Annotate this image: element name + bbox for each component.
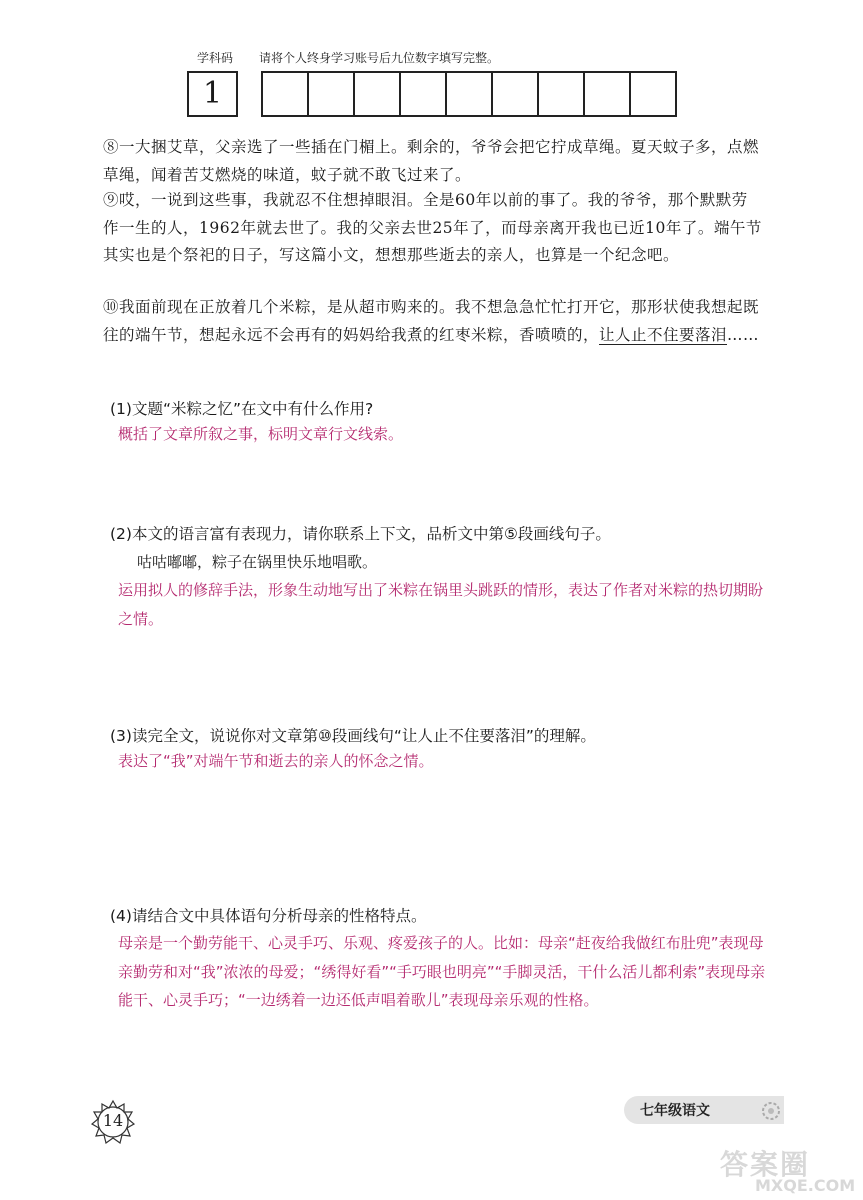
page-number-badge <box>88 1097 138 1147</box>
question-4: (4)请结合文中具体语句分析母亲的性格特点。 <box>110 907 427 925</box>
answer-3: 表达了“我”对端午节和逝去的亲人的怀念之情。 <box>118 752 434 770</box>
id-digit-box <box>631 73 675 115</box>
answer-1: 概括了文章所叙之事，标明文章行文线索。 <box>118 425 404 443</box>
subject-code-value: 1 <box>202 76 223 111</box>
paragraph-8: ⑧一大捆艾草，父亲选了一些插在门楣上。剩余的，爷爷会把它拧成草绳。夏天蚊子多，点燃草绳，闻着苦艾燃烧的味道，蚊子就不敢飞过来了。 <box>103 138 760 184</box>
book-title: 七年级语文 <box>640 1103 710 1119</box>
paragraph-10 <box>103 294 763 349</box>
id-digit-box <box>539 73 585 115</box>
quoted-sentence: 咕咕嘟嘟，粽子在锅里快乐地唱歌。 <box>137 553 378 571</box>
subject-code-label: 学科码 <box>197 51 234 65</box>
paragraph-10-ellipsis: …… <box>727 325 760 344</box>
question-3: (3)读完全文，说说你对文章第⑩段画线句“让人止不住要落泪”的理解。 <box>110 727 596 745</box>
question-2: (2)本文的语言富有表现力，请你联系上下文，品析文中第⑤段画线句子。 <box>110 525 611 543</box>
paragraph-10-text: ⑩我面前现在正放着几个米粽，是从超市购来的。我不想急急忙忙打开它，那形状使我想起既往的端午节，想起永远不会再有的妈妈给我煮的红枣米粽，香喷喷的， <box>103 298 760 344</box>
account-instruction: 请将个人终身学习账号后九位数字填写完整。 <box>259 51 500 65</box>
id-digit-box <box>401 73 447 115</box>
id-digit-box <box>355 73 401 115</box>
id-digit-box <box>447 73 493 115</box>
id-digit-box <box>263 73 309 115</box>
watermark-logo: 答案圈 <box>720 1148 811 1181</box>
paragraph-9: ⑨哎，一说到这些事，我就忍不住想掉眼泪。全是60年以前的事了。我的爷爷，那个默默劳作一生的人，1962年就去世了。我的父亲去世25年了，而母亲离开我也已近10年了。端午节其实也是个祭祀的日子，写这篇小文，想想那些逝去的亲人，也算是一个纪念吧。 <box>103 191 762 264</box>
account-id-boxes <box>261 71 677 117</box>
question-1: (1)文题“米粽之忆”在文中有什么作用? <box>110 400 374 418</box>
page-number: 14 <box>102 1111 124 1130</box>
id-digit-box <box>585 73 631 115</box>
id-digit-box <box>309 73 355 115</box>
underlined-sentence: 让人止不住要落泪 <box>599 325 728 344</box>
id-digit-box <box>493 73 539 115</box>
answer-2: 运用拟人的修辞手法，形象生动地写出了米粽在锅里头跳跃的情形，表达了作者对米粽的热切期盼之情。 <box>118 581 764 628</box>
watermark-url: MXQE.COM <box>755 1176 856 1195</box>
flower-deco-icon <box>760 1100 782 1122</box>
subject-code-box <box>187 71 238 117</box>
answer-4: 母亲是一个勤劳能干、心灵手巧、乐观、疼爱孩子的人。比如：母亲“赶夜给我做红布肚兜”表现母亲勤劳和对“我”浓浓的母爱；“绣得好看”“手巧眼也明亮”“手脚灵活，干什么活儿都利索”表现母亲能干、心灵手巧；“一边绣着一边还低声唱着歌儿”表现母亲乐观的性格。 <box>118 934 766 1009</box>
